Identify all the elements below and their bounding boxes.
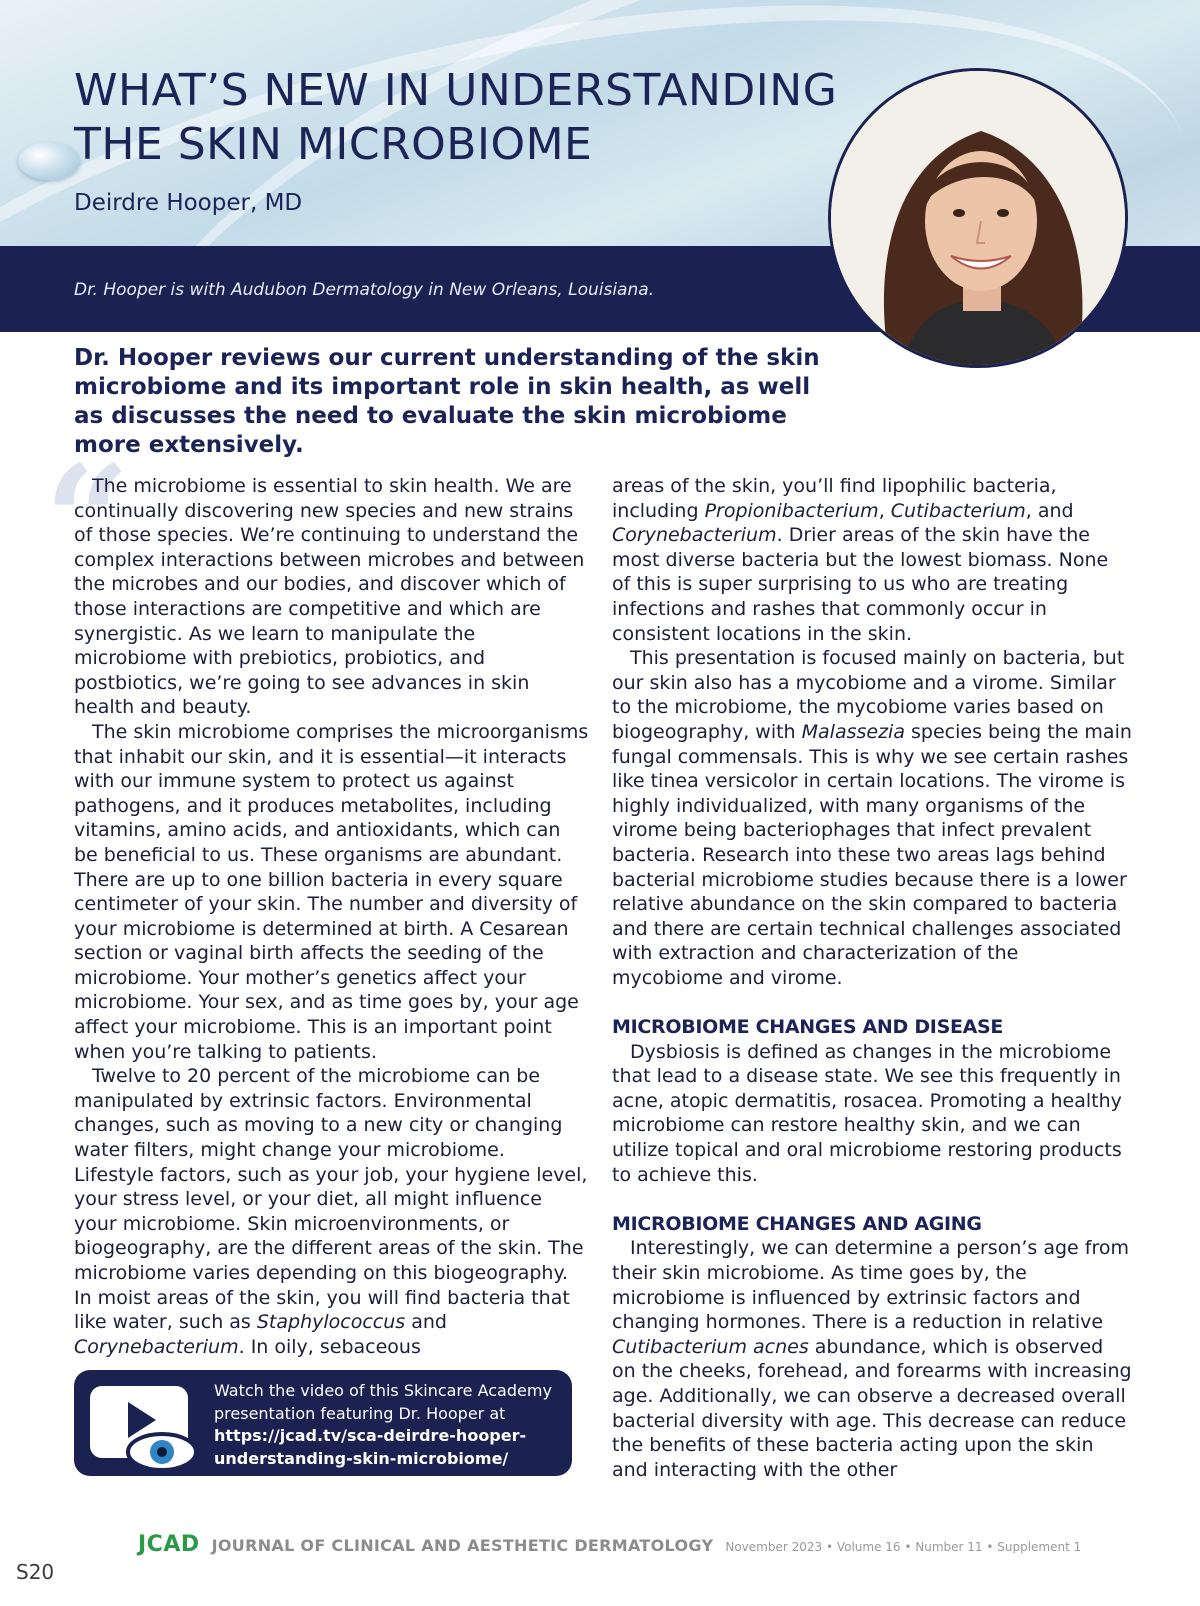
- section-heading-disease: MICROBIOME CHANGES AND DISEASE: [612, 1016, 1004, 1039]
- paragraph: The microbiome is essential to skin health. We are continually discovering new species and new strains of those species. We’re continuing to understand the complex interactions between microbes and between the microbes and our bodies, and discover which of those interactions are competitive and which are synergistic. As we learn to manipulate the microbiome with prebiotics, probiotics, and postbiotics, we’re going to see advances in skin health and beauty.: [74, 475, 585, 719]
- paragraph: Interestingly, we can determine a person’s age from their skin microbiome. As time goes by, the microbiome is influenced by extrinsic factors and changing hormones. There is a reduction in relative Cutibacterium acnes abundance, which is observed on the cheeks, forehead, and forearms with increasing age. Additionally, we can observe a decreased overall bacterial diversity with age. This decrease can reduce the benefits of these bacteria acting upon the skin and interacting with the other: [612, 1237, 1132, 1481]
- author-affiliation: Dr. Hooper is with Audubon Dermatology in New Orleans, Louisiana.: [74, 280, 655, 300]
- water-droplet-icon: [18, 142, 80, 180]
- body-column-right: [612, 474, 1132, 1482]
- video-callout-text: Watch the video of this Skincare Academy presentation featuring Dr. Hooper at https://jcad.tv/sca-deirdre-hooper-understanding-skin-microbiome/: [214, 1381, 552, 1468]
- journal-footer: [138, 1532, 1081, 1562]
- paragraph: Dysbiosis is defined as changes in the microbiome that lead to a disease state. We see this frequently in acne, atopic dermatitis, rosacea. Promoting a healthy microbiome can restore healthy skin, and we can utilize topical and oral microbiome restoring products to achieve this.: [612, 1040, 1122, 1186]
- page-number: S20: [16, 1560, 55, 1584]
- journal-name: JOURNAL OF CLINICAL AND AESTHETIC DERMATOLOGY: [211, 1536, 714, 1555]
- author-name: Deirdre Hooper, MD: [74, 190, 303, 216]
- article-lead: Dr. Hooper reviews our current understanding of the skin microbiome and its important role in skin health, as well as discusses the need to evaluate the skin microbiome more extensively.: [74, 345, 820, 458]
- paragraph: Twelve to 20 percent of the microbiome can be manipulated by extrinsic factors. Environmental changes, such as moving to a new city or changing water filters, might change your microbiome. Lifestyle factors, such as your job, your hygiene level, your stress level, or your diet, all might influence your microbiome. Skin microenvironments, or biogeography, are the different areas of the skin. The microbiome varies depending on this biogeography. In moist areas of the skin, you will find bacteria that like water, such as Staphylococcus and Corynebacterium. In oily, sebaceous: [74, 1065, 588, 1358]
- journal-brand: JCAD: [138, 1532, 200, 1557]
- issue-info: November 2023 • Volume 16 • Number 11 • Supplement 1: [725, 1540, 1082, 1554]
- body-column-left: [74, 474, 590, 1359]
- section-heading-aging: MICROBIOME CHANGES AND AGING: [612, 1212, 982, 1235]
- video-play-eye-icon: [84, 1380, 204, 1470]
- quote-mark-icon: “: [44, 433, 131, 609]
- video-callout[interactable]: [74, 1370, 572, 1476]
- paragraph: This presentation is focused mainly on bacteria, but our skin also has a mycobiome and a virome. Similar to the microbiome, the mycobiome varies based on biogeography, with Malassezia species being the main fungal commensals. This is why we see certain rashes like tinea versicolor in certain locations. The virome is highly individualized, with many organisms of the virome being bacteriophages that infect prevalent bacteria. Research into these two areas lags behind bacterial microbiome studies because there is a lower relative abundance on the skin compared to bacteria and there are certain technical challenges associated with extraction and characterization of the mycobiome and virome.: [612, 647, 1132, 989]
- author-portrait: [828, 68, 1128, 368]
- paragraph: The skin microbiome comprises the microorganisms that inhabit our skin, and it is essential—it interacts with our immune system to protect us against pathogens, and it produces metabolites, including vitamins, amino acids, and antioxidants, which can be beneficial to us. These organisms are abundant. There are up to one billion bacteria in every square centimeter of your skin. The number and diversity of your microbiome is determined at birth. A Cesarean section or vaginal birth affects the seeding of the microbiome. Your mother’s genetics affect your microbiome. Your sex, and as time goes by, your age affect your microbiome. This is an important point when you’re talking to patients.: [74, 720, 589, 1063]
- video-link[interactable]: https://jcad.tv/sca-deirdre-hooper-understanding-skin-microbiome/: [214, 1426, 527, 1468]
- paragraph: areas of the skin, you’ll find lipophilic bacteria, including Propionibacterium, Cutibacterium, and Corynebacterium. Drier areas of the skin have the most diverse bacteria but the lowest biomass. None of this is super surprising to us who are treating infections and rashes that commonly occur in consistent locations in the skin.: [612, 475, 1109, 645]
- article-title: WHAT’S NEW IN UNDERSTANDING THE SKIN MICROBIOME: [74, 65, 838, 170]
